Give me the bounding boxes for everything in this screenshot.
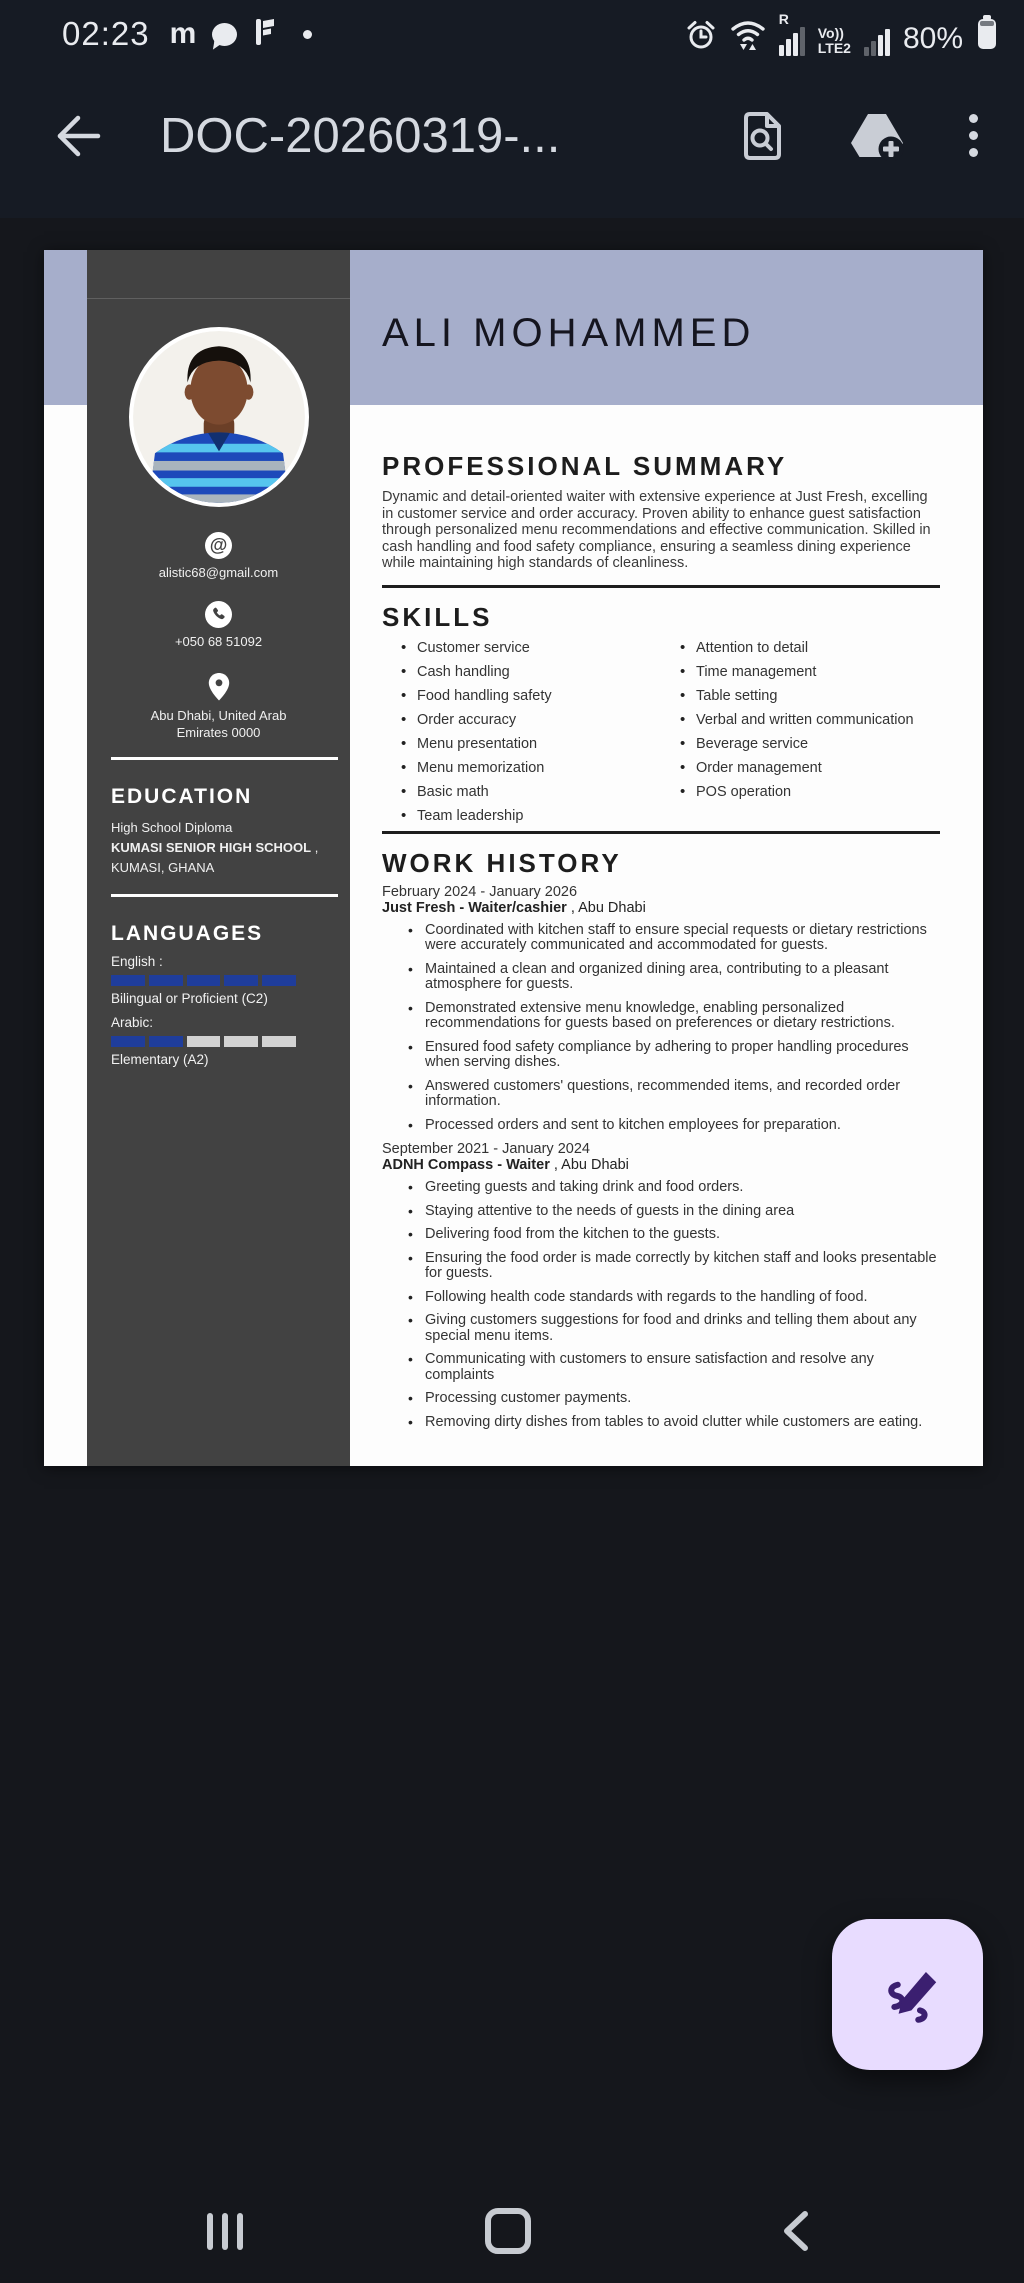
find-in-document-icon [739, 109, 785, 163]
language-item [111, 1014, 324, 1069]
skill-item: • Time management [696, 660, 940, 684]
signal-strength-2-icon [864, 15, 890, 56]
languages-section [87, 921, 350, 1069]
bullet-item: • Removing dirty dishes from tables to avoid clutter while customers are eating. [425, 1415, 940, 1431]
section-divider [382, 585, 940, 588]
section-divider [382, 831, 940, 834]
bullet-item: • Processing customer payments. [425, 1391, 940, 1407]
bullet-item: • Giving customers suggestions for food and drinks and telling them about any special menu items. [425, 1313, 940, 1344]
signal-strength-icon [778, 10, 805, 56]
volte-label: Vo)) [817, 24, 844, 41]
m-app-icon: m [169, 17, 197, 50]
bullet-item: • Coordinated with kitchen staff to ensure special requests or dietary restrictions were accurately communicated and accommodated for guests. [425, 923, 940, 954]
alarm-icon [685, 19, 717, 56]
roaming-label: R [778, 10, 789, 27]
skills-list [382, 636, 940, 828]
candidate-name: ALI MOHAMMED [382, 311, 756, 355]
skill-item: • Cash handling [417, 660, 661, 684]
home-icon [485, 2208, 531, 2254]
level-bar-segment [262, 1036, 296, 1047]
education-section [87, 784, 350, 878]
language-level-label: Bilingual or Proficient (C2) [111, 991, 268, 1006]
resume-sidebar [87, 250, 350, 1466]
bullet-item: • Ensured food safety compliance by adhering to proper handling procedures when serving dishes. [425, 1040, 940, 1071]
battery-icon [976, 13, 998, 56]
top-bar [0, 0, 1024, 218]
recents-button[interactable] [190, 2196, 260, 2266]
bullet-item: • Staying attentive to the needs of guests in the dining area [425, 1204, 940, 1220]
notification-icons [170, 17, 313, 52]
work-history-heading: WORK HISTORY [382, 847, 622, 878]
summary-text: Dynamic and detail-oriented waiter with extensive experience at Just Fresh, excelling in customer service and order accuracy. Proven ability to enhance guest satisfaction through personalized menu recommendations and effective communication. Skilled in cash handling and food safety compliance, ensuring a seamless dining experience while maintaining high standards of cleanliness. [382, 489, 931, 571]
skill-item: • Team leadership [417, 804, 661, 828]
app-bar [0, 58, 1024, 213]
chat-bubble-icon [212, 23, 237, 46]
skill-item: • Order accuracy [417, 708, 661, 732]
wifi-arrows-icon [730, 19, 766, 56]
recents-icon [207, 2213, 243, 2250]
job-bullets [382, 923, 940, 1134]
skill-item: • Table setting [696, 684, 940, 708]
education-heading: EDUCATION [111, 785, 253, 808]
sidebar-divider [111, 757, 338, 760]
summary-heading: PROFESSIONAL SUMMARY [382, 451, 788, 481]
more-options-icon [969, 114, 978, 157]
language-name: Arabic: [111, 1015, 154, 1030]
job-title: ADNH Compass - Waiter , Abu Dhabi [382, 1157, 629, 1173]
phone-icon [205, 601, 232, 628]
bullet-item: • Processed orders and sent to kitchen employees for preparation. [425, 1118, 940, 1134]
skill-item: • Basic math [417, 780, 661, 804]
skill-item: • Attention to detail [696, 636, 940, 660]
lte-label: LTE2 [817, 39, 851, 56]
contact-block [87, 532, 350, 741]
status-time: 02:23 [62, 15, 150, 52]
job-dates: February 2024 - January 2026 [382, 883, 578, 900]
edit-annotate-fab[interactable] [832, 1919, 983, 2070]
language-item [111, 953, 324, 1008]
bullet-item: • Communicating with customers to ensure satisfaction and resolve any complaints [425, 1352, 940, 1383]
flag-icon [253, 17, 277, 52]
education-details: High School Diploma KUMASI SENIOR HIGH SCHOOL , KUMASI, GHANA [111, 820, 319, 875]
language-name: English : [111, 954, 163, 969]
email-icon: @ [205, 532, 232, 559]
bullet-item: • Answered customers' questions, recommended items, and recorded order information. [425, 1079, 940, 1110]
languages-heading: LANGUAGES [111, 922, 264, 945]
sidebar-divider [111, 894, 338, 897]
phone-text: +050 68 51092 [174, 634, 263, 649]
job-entry [382, 1141, 940, 1430]
skill-item: • Order management [696, 756, 940, 780]
resume-page [44, 250, 983, 1466]
document-viewer[interactable] [0, 218, 1024, 2180]
skill-item: • Menu memorization [417, 756, 661, 780]
language-level-bars [111, 1036, 296, 1047]
nav-back-button[interactable] [760, 2196, 830, 2266]
status-bar [0, 0, 1024, 58]
bullet-item: • Demonstrated extensive menu knowledge, enabling personalized recommendations for guests based on preferences or dietary restrictions. [425, 1001, 940, 1032]
job-title: Just Fresh - Waiter/cashier , Abu Dhabi [382, 899, 646, 916]
home-button[interactable] [473, 2196, 543, 2266]
job-entry [382, 884, 940, 1134]
back-icon [780, 2209, 810, 2253]
skill-item: • Beverage service [696, 732, 940, 756]
find-in-document-button[interactable] [739, 109, 785, 163]
level-bar-segment [187, 1036, 221, 1047]
resume-main [350, 250, 983, 1466]
navigation-bar [0, 2180, 1024, 2283]
level-bar-segment [224, 975, 258, 986]
stylus-note-icon [867, 1954, 949, 2036]
job-bullets [382, 1180, 940, 1430]
bullet-item: • Delivering food from the kitchen to the guests. [425, 1227, 940, 1243]
level-bar-segment [149, 975, 183, 986]
level-bar-segment [111, 1036, 145, 1047]
battery-percent: 80% [902, 21, 963, 55]
level-bar-segment [262, 975, 296, 986]
skill-item: • POS operation [696, 780, 940, 804]
level-bar-segment [111, 975, 145, 986]
dot-icon [303, 30, 312, 39]
location-text: Abu Dhabi, United Arab Emirates 0000 [150, 708, 287, 740]
skills-heading: SKILLS [382, 601, 493, 632]
profile-photo [129, 327, 309, 507]
document-title: DOC-20260319-... [160, 108, 561, 163]
bullet-item: • Ensuring the food order is made correctly by kitchen staff and looks presentable for guests. [425, 1251, 940, 1282]
network-type-label [818, 26, 851, 56]
back-arrow-icon [52, 112, 104, 160]
bullet-item: • Greeting guests and taking drink and food orders. [425, 1180, 940, 1196]
bullet-item: • Maintained a clean and organized dining area, contributing to a pleasant atmosphere for guests. [425, 962, 940, 993]
location-pin-icon [87, 672, 350, 702]
language-level-label: Elementary (A2) [111, 1052, 209, 1067]
status-right-icons [685, 10, 998, 56]
language-level-bars [111, 975, 296, 986]
skill-item: • Menu presentation [417, 732, 661, 756]
skill-item: • Verbal and written communication [696, 708, 940, 732]
level-bar-segment [187, 975, 221, 986]
job-dates: September 2021 - January 2024 [382, 1141, 590, 1157]
skill-item: • Customer service [417, 636, 661, 660]
add-to-drive-icon [849, 111, 905, 161]
more-options-button[interactable] [969, 114, 978, 157]
email-text: alistic68@gmail.com [158, 565, 279, 580]
bullet-item: • Following health code standards with regards to the handling of food. [425, 1290, 940, 1306]
level-bar-segment [149, 1036, 183, 1047]
back-button[interactable] [52, 112, 104, 160]
skill-item: • Food handling safety [417, 684, 661, 708]
add-to-drive-button[interactable] [849, 111, 905, 161]
level-bar-segment [224, 1036, 258, 1047]
